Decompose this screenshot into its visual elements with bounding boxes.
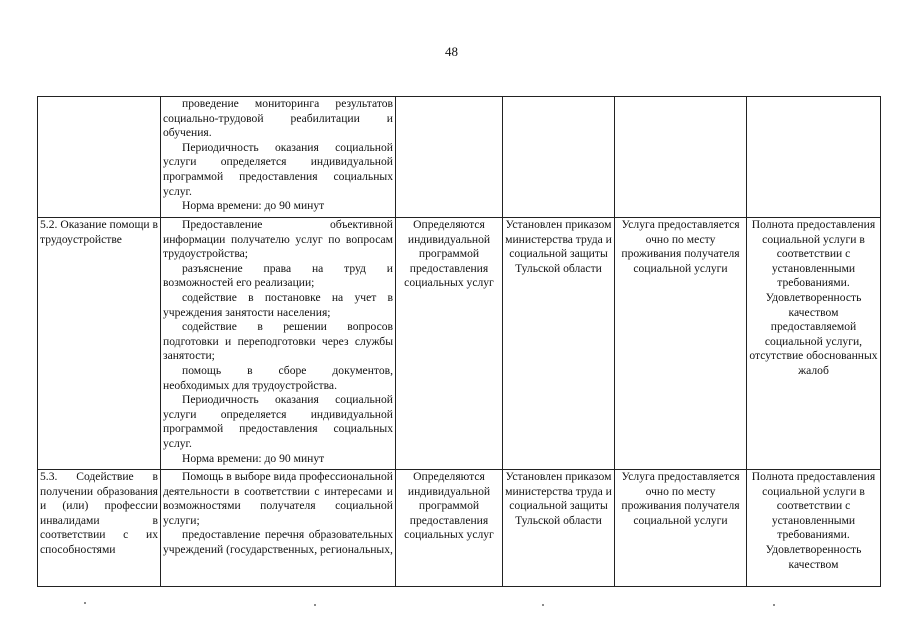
description-paragraph: Периодичность оказания социальной услуги определяется индивидуальной программой предоставления социальных услуг. [163,393,393,450]
description-paragraph: Периодичность оказания социальной услуги определяется индивидуальной программой предоставления социальных услуг. [163,140,393,198]
service-name-cell: 5.3. Содействие в получении образования и (или) профессии инвалидами в соответствии с их способностями [38,470,161,587]
service-description-cell [161,97,396,218]
conditions-cell: Услуга предоставляется очно по месту проживания получателя социальной услуги [615,218,747,470]
service-description-cell [161,218,396,470]
scan-dot [542,604,544,606]
table-row [38,218,881,470]
quality-cell: Полнота предоставления социальной услуги в соответствии с установленными требованиями. Удовлетворенность качеством предоставляемой социальной услуги, отсутствие обоснованных жалоб [747,218,881,470]
timing-cell: Определяются индивидуальной программой предоставления социальных услуг [396,218,503,470]
table-row [38,97,881,218]
scan-dot [773,604,775,606]
description-paragraph: содействие в решении вопросов подготовки и переподготовки через службы занятости; [163,320,393,363]
description-paragraph: Помощь в выборе вида профессиональной деятельности в соответствии с интересами и возможностями получателя социальной услуги; [163,470,393,527]
scan-dot [314,604,316,606]
conditions-cell [615,97,747,218]
page-number: 48 [445,44,458,59]
description-paragraph: предоставление перечня образовательных учреждений (государственных, региональных, [163,528,393,556]
description-paragraph: содействие в постановке на учет в учреждения занятости населения; [163,290,393,319]
cost-cell: Установлен приказом министерства труда и социальной защиты Тульской области [503,218,615,470]
quality-cell [747,97,881,218]
services-table [37,96,881,587]
description-paragraph: Предоставление объективной информации получателю услуг по вопросам трудоустройства; [163,218,393,261]
service-description-cell [161,470,396,587]
description-paragraph: помощь в сборе документов, необходимых для трудоустройства. [163,363,393,392]
timing-cell: Определяются индивидуальной программой предоставления социальных услуг [396,470,503,587]
description-paragraph: разъяснение права на труд и возможностей его реализации; [163,261,393,290]
timing-cell [396,97,503,218]
service-name-cell [38,97,161,218]
description-paragraph: проведение мониторинга результатов социально-трудовой реабилитации и обучения. [163,97,393,140]
table-row [38,470,881,587]
cost-cell: Установлен приказом министерства труда и социальной защиты Тульской области [503,470,615,587]
scan-marks [0,600,903,612]
scan-dot [84,602,86,604]
description-paragraph: Норма времени: до 90 минут [182,199,325,213]
service-name-cell: 5.2. Оказание помощи в трудоустройстве [38,218,161,470]
conditions-cell: Услуга предоставляется очно по месту проживания получателя социальной услуги [615,470,747,587]
quality-cell: Полнота предоставления социальной услуги в соответствии с установленными требованиями. Удовлетворенность качеством [747,470,881,587]
cost-cell [503,97,615,218]
description-paragraph: Норма времени: до 90 минут [182,451,325,465]
